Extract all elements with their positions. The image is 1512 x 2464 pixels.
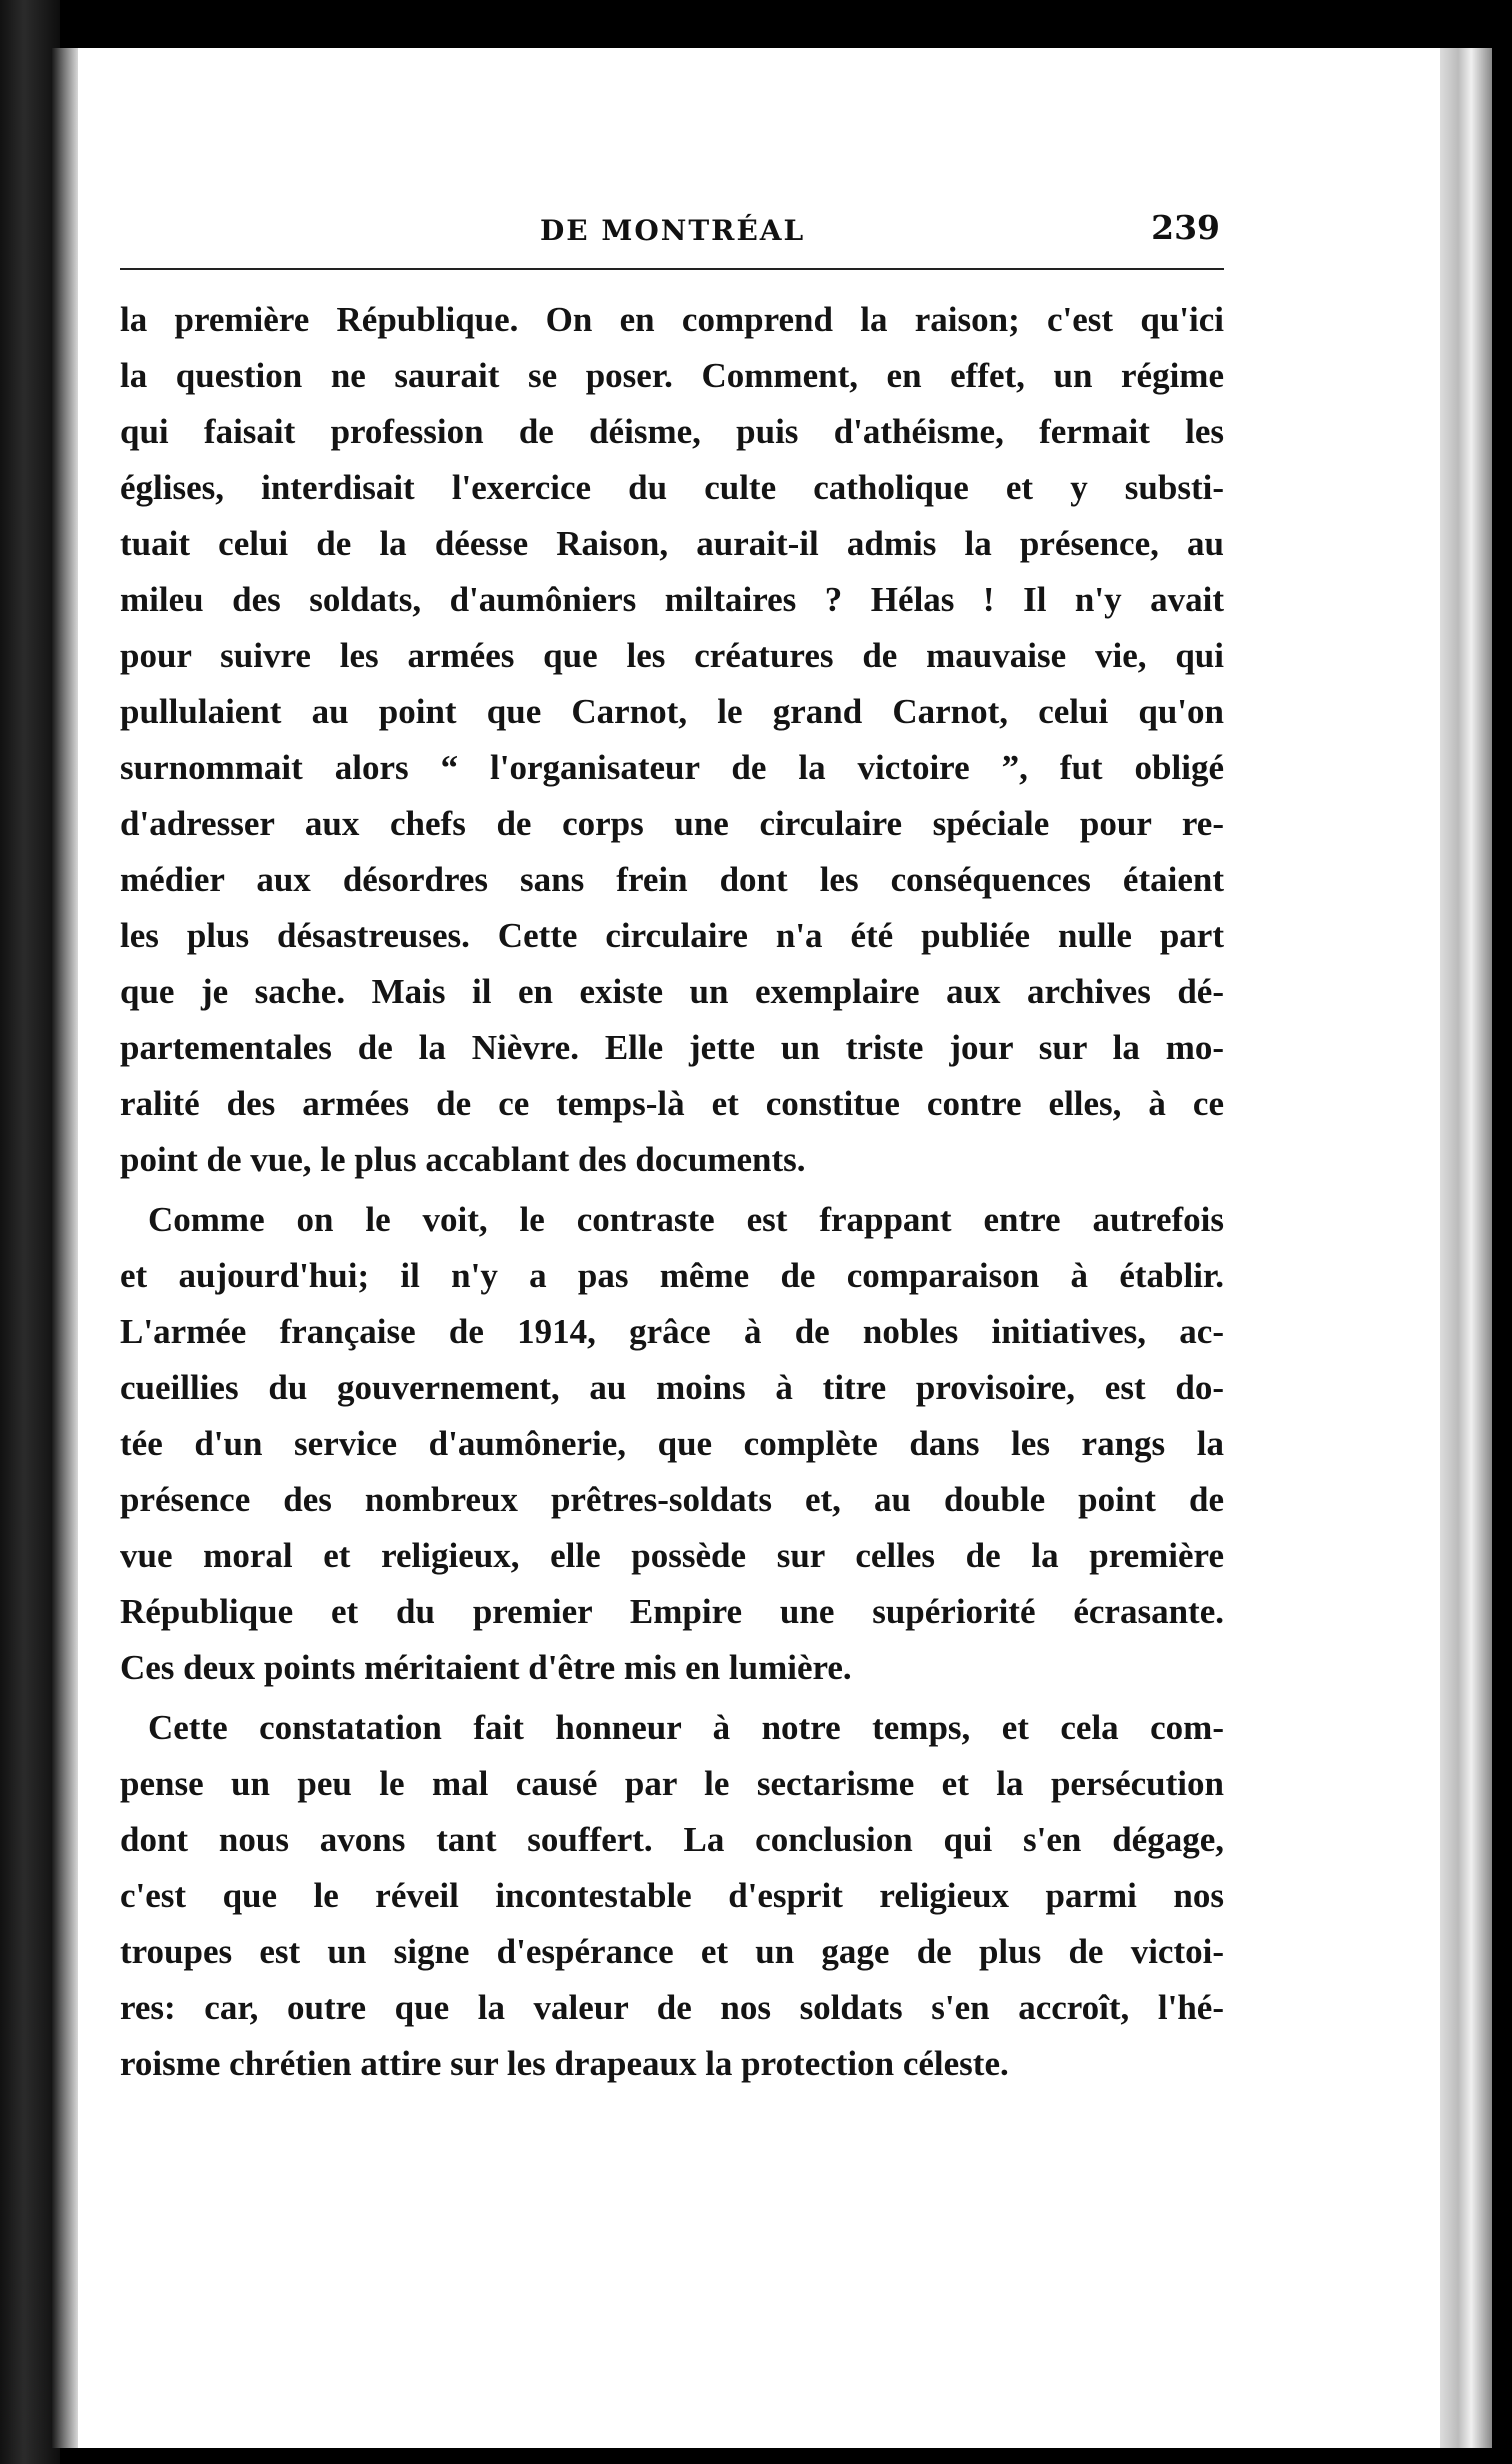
text-line: troupes est un signe d'espérance et un gage de plus de victoi- [120, 1932, 1224, 1971]
text-line: et aujourd'hui; il n'y a pas même de comparaison à établir. [120, 1256, 1224, 1295]
text-line: ralité des armées de ce temps-là et constitue contre elles, à ce [120, 1084, 1224, 1123]
text-line: que je sache. Mais il en existe un exemplaire aux archives dé- [120, 972, 1224, 1011]
text-line: c'est que le réveil incontestable d'esprit religieux parmi nos [120, 1876, 1224, 1915]
header-rule [120, 268, 1224, 270]
text-line: la question ne saurait se poser. Comment, en effet, un régime [120, 356, 1224, 395]
text-line: roisme chrétien attire sur les drapeaux la protection céleste. [120, 2044, 1009, 2083]
binding-edge [0, 0, 60, 2464]
running-title: DE MONTRÉAL [540, 214, 806, 247]
text-line: cueillies du gouvernement, au moins à titre provisoire, est do- [120, 1368, 1224, 1407]
text-line: les plus désastreuses. Cette circulaire n'a été publiée nulle part [120, 916, 1224, 955]
text-line: la première République. On en comprend la raison; c'est qu'ici [120, 300, 1224, 339]
text-line: mileu des soldats, d'aumôniers miltaires ? Hélas ! Il n'y avait [120, 580, 1224, 619]
text-line: d'adresser aux chefs de corps une circulaire spéciale pour re- [120, 804, 1224, 843]
text-line: qui faisait profession de déisme, puis d'athéisme, fermait les [120, 412, 1224, 451]
page-stack-edge [1440, 48, 1492, 2448]
text-line: Comme on le voit, le contraste est frappant entre autrefois [148, 1200, 1224, 1239]
page-number: 239 [1151, 208, 1220, 247]
running-head [120, 208, 1222, 254]
paragraph-3 [120, 1700, 1224, 2092]
text-line: églises, interdisait l'exercice du culte catholique et y substi- [120, 468, 1224, 507]
text-line: point de vue, le plus accablant des documents. [120, 1140, 806, 1179]
text-line: surnommait alors “ l'organisateur de la victoire ”, fut obligé [120, 748, 1224, 787]
body-text [120, 292, 1224, 2092]
page-gutter-shadow [52, 48, 78, 2448]
text-line: partementales de la Nièvre. Elle jette un triste jour sur la mo- [120, 1028, 1224, 1067]
text-line: res: car, outre que la valeur de nos soldats s'en accroît, l'hé- [120, 1988, 1224, 2027]
text-line: médier aux désordres sans frein dont les conséquences étaient [120, 860, 1224, 899]
text-line: tée d'un service d'aumônerie, que complète dans les rangs la [120, 1424, 1224, 1463]
text-line: République et du premier Empire une supériorité écrasante. [120, 1592, 1224, 1631]
text-line: pour suivre les armées que les créatures de mauvaise vie, qui [120, 636, 1224, 675]
paragraph-2 [120, 1192, 1224, 1696]
text-line: vue moral et religieux, elle possède sur celles de la première [120, 1536, 1224, 1575]
text-line: Cette constatation fait honneur à notre temps, et cela com- [148, 1708, 1224, 1747]
paragraph-1 [120, 292, 1224, 1188]
text-line: pullulaient au point que Carnot, le grand Carnot, celui qu'on [120, 692, 1224, 731]
text-line: présence des nombreux prêtres-soldats et, au double point de [120, 1480, 1224, 1519]
text-line: dont nous avons tant souffert. La conclusion qui s'en dégage, [120, 1820, 1224, 1859]
text-line: tuait celui de la déesse Raison, aurait-il admis la présence, au [120, 524, 1224, 563]
text-line: pense un peu le mal causé par le sectarisme et la persécution [120, 1764, 1224, 1803]
text-line: Ces deux points méritaient d'être mis en lumière. [120, 1648, 852, 1687]
text-line: L'armée française de 1914, grâce à de nobles initiatives, ac- [120, 1312, 1224, 1351]
